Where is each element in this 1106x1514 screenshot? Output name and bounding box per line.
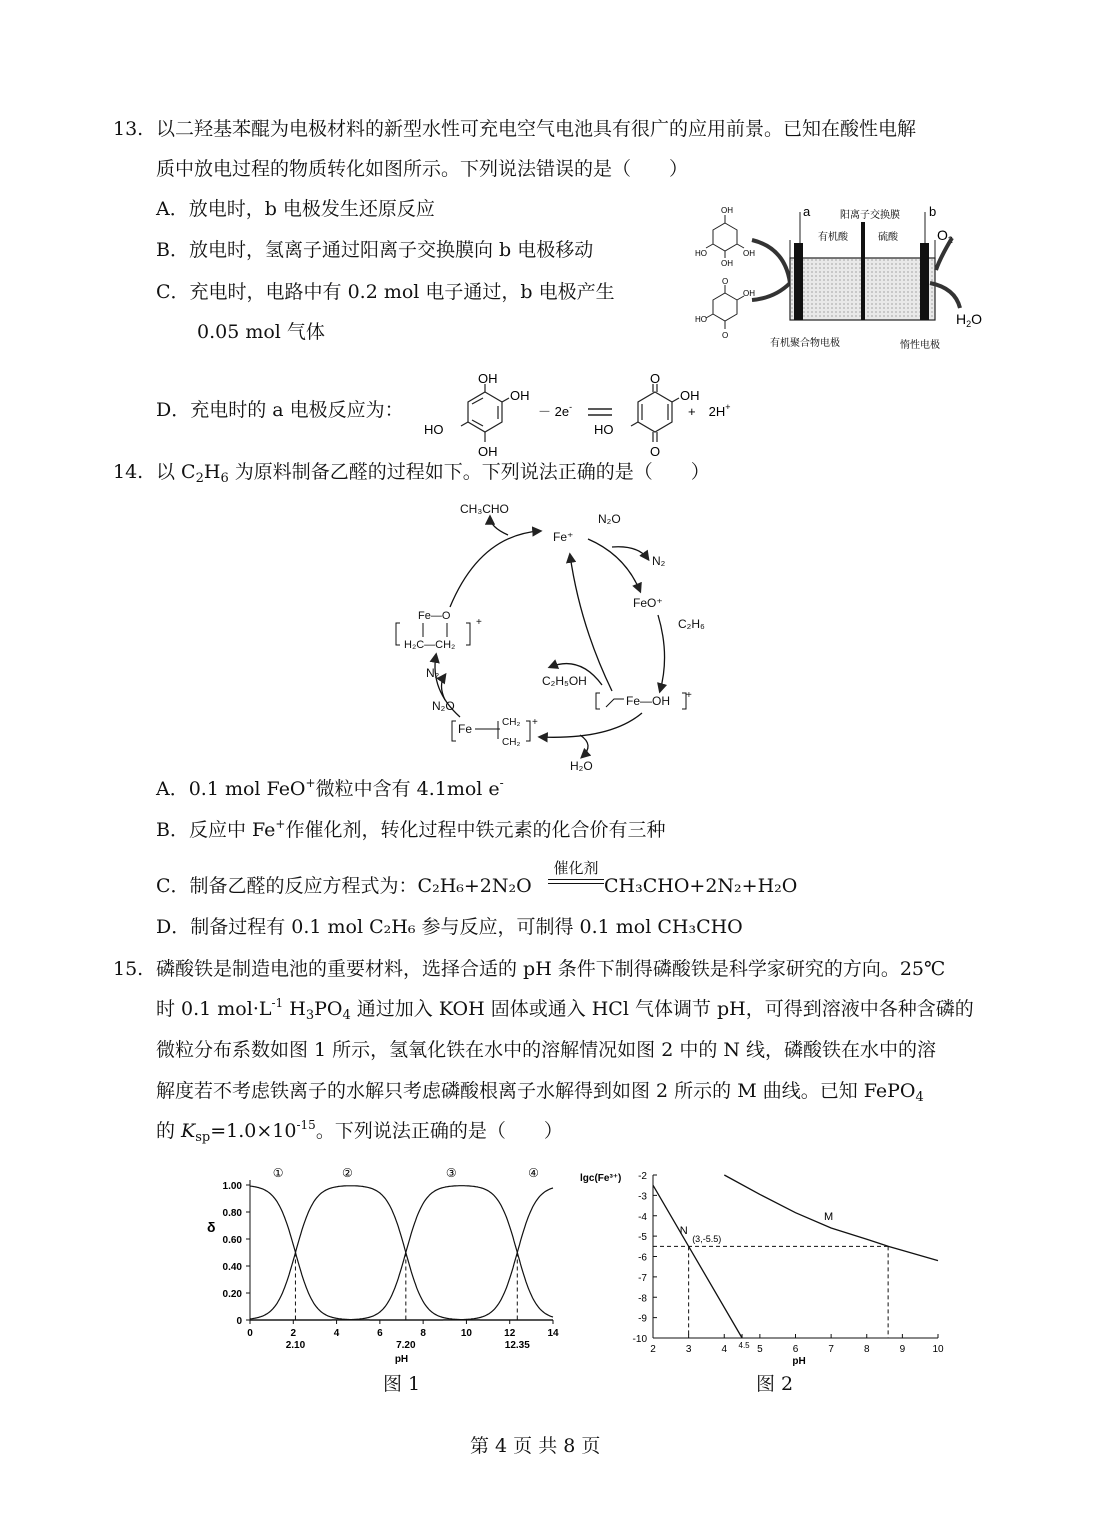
fig1-x-tick-label: 8: [420, 1328, 426, 1339]
dg-right-electrode-label: 惰性电极: [900, 340, 940, 351]
catalytic-cycle-diagram: [390, 495, 720, 780]
q13-d-equation: [420, 374, 740, 464]
fig1-x-tick-label: 10: [460, 1328, 472, 1339]
cy-c2h6: C₂H₆: [678, 617, 705, 631]
dg-oh-2: OH: [743, 249, 755, 258]
eq-o-top: O: [650, 374, 661, 386]
fig2-x-tick-label: 6: [792, 1344, 799, 1355]
fig2-x-tick-label: 10: [932, 1344, 944, 1355]
q13-option-b: B．放电时，氢离子通过阳离子交换膜向 b 电极移动: [156, 239, 594, 261]
fig2-x-tick-label: 4.5: [738, 1341, 750, 1350]
cy-ring-h2c-ch2: H₂C—CH₂: [404, 639, 456, 651]
fig2-y-tick-label: -3: [638, 1191, 647, 1203]
fig2-x-label: pH: [792, 1356, 806, 1367]
eq-oh-bottom: OH: [478, 444, 498, 459]
eq-minus-2e: － 2e-: [538, 402, 573, 419]
fig1-x-tick-label: 12: [504, 1328, 516, 1339]
cy-fe-ch2-plus: +: [532, 717, 538, 728]
dg-label-a: a: [803, 204, 811, 219]
q14-option-c-rhs: CH₃CHO+2N₂+H₂O: [604, 875, 798, 897]
fig1-y-tick-label: 0.80: [222, 1208, 242, 1219]
fig1-x-tick-label: 6: [377, 1328, 383, 1339]
fig1-y-tick-label: 0: [236, 1316, 242, 1327]
q13-number: 13.: [113, 118, 144, 140]
q14-option-d: D．制备过程有 0.1 mol C₂H₆ 参与反应，可制得 0.1 mol CH₃CHO: [156, 916, 743, 938]
fig1-crossing-label: 2.10: [285, 1340, 306, 1351]
catalyst-label: 催化剂: [553, 859, 599, 877]
q13-option-d: D．充电时的 a 电极反应为：: [156, 399, 404, 421]
cy-ring-plus: +: [476, 617, 482, 628]
dg-oh-4: OH: [743, 289, 755, 298]
eq-oh-top: OH: [478, 374, 498, 386]
cation-exchange-membrane: [861, 222, 865, 320]
fig1-x-tick-label: 14: [547, 1328, 559, 1339]
dg-o-1: O: [722, 277, 729, 286]
q15-stem-line1: 磷酸铁是制造电池的重要材料，选择合适的 pH 条件下制得磷酸铁是科学家研究的方向。25℃: [156, 958, 946, 980]
cy-ch2-bot: CH₂: [502, 737, 521, 748]
dg-membrane-label: 阳离子交换膜: [840, 210, 900, 221]
fig2-x-tick-label: 7: [828, 1344, 834, 1355]
left-arrow-icon: [752, 240, 790, 283]
cy-arrow-h2o-out: [580, 735, 588, 757]
cy-feo-plus: FeO⁺: [633, 596, 663, 610]
dg-h2o-label: $H_2O$: [956, 311, 983, 329]
q13-stem-line2: 质中放电过程的物质转化如图所示。下列说法错误的是（ ）: [156, 158, 689, 180]
q13-option-a: A．放电时，b 电极发生还原反应: [156, 198, 435, 220]
q14-number: 14.: [113, 461, 144, 483]
q14-option-b: B．反应中 Fe+作催化剂，转化过程中铁元素的化合价有三种: [156, 817, 666, 841]
fig1-x-tick-label: 4: [333, 1328, 340, 1339]
fig2-series-label-M: M: [824, 1210, 834, 1223]
fig2-y-tick-label: -2: [638, 1171, 647, 1182]
cy-n2o-left: N₂O: [432, 699, 455, 713]
fig2-y-tick-label: -8: [638, 1293, 647, 1305]
fig2-x-tick-label: 5: [757, 1344, 763, 1355]
q13-stem-line1: 以二羟基苯醌为电极材料的新型水性可充电空气电池具有很广的应用前景。已知在酸性电解: [156, 118, 917, 140]
dg-o-2: O: [722, 331, 729, 340]
dg-label-b: b: [929, 204, 937, 219]
q14-catalyst-arrow: [548, 860, 604, 884]
cy-ch3cho: CH₃CHO: [460, 502, 509, 516]
fig1-y-tick-label: 0.40: [222, 1262, 242, 1273]
fig1-caption: 图 1: [383, 1373, 421, 1395]
cy-n2-left: N₂: [426, 666, 440, 680]
q14-stem: 以 $C_2H_6$ 为原料制备乙醛的过程如下。下列说法正确的是（ ）: [156, 461, 710, 486]
cy-c2h5oh: C₂H₅OH: [542, 674, 587, 688]
eq-ho-left: HO: [424, 422, 444, 437]
fig1-crossing-label: 12.35: [504, 1340, 530, 1351]
quinone-structure-icon: [706, 285, 744, 329]
q15-stem-line2: 时 0.1 $mol\cdot L^{-1}$ $H_3PO_4$ 通过加入 KOH 固体或通入 HCl 气体调节 pH，可得到溶液中各种含磷的: [156, 996, 974, 1023]
fig1-series-label-2: ②: [342, 1166, 353, 1180]
cy-n2o-top: N₂O: [598, 512, 621, 526]
q13-option-c-cont: 0.05 mol 气体: [197, 321, 325, 343]
hydroquinone-structure-icon: [706, 215, 744, 258]
cy-n2-top: N₂: [652, 554, 666, 568]
q15-stem-line5: 的 $K_{sp}=1.0\times 10^{-15}$。下列说法正确的是（ ）: [156, 1118, 563, 1145]
cy-arrow-ring-to-fe: [450, 531, 540, 607]
fig2-y-tick-label: -6: [638, 1252, 647, 1264]
q15-number: 15.: [113, 958, 144, 980]
battery-diagram: [690, 198, 990, 358]
fig2-annotation: (3,-5.5): [692, 1234, 722, 1245]
cy-fe-plus: Fe⁺: [553, 530, 574, 544]
dg-ho-1: HO: [695, 249, 707, 258]
cy-h2o: H₂O: [570, 759, 593, 773]
fig1-x-tick-label: 0: [247, 1328, 253, 1339]
fig2-x-tick-label: 8: [863, 1344, 870, 1355]
fig1-series-label-4: ④: [528, 1166, 539, 1180]
electrode-b: [920, 243, 929, 320]
q15-stem-line3: 微粒分布系数如图 1 所示，氢氧化铁在水中的溶解情况如图 2 中的 N 线，磷酸铁在水中的溶: [156, 1039, 937, 1061]
cy-fe-oh: Fe—OH: [626, 694, 671, 708]
dg-sulfuric-acid-label: 硫酸: [878, 232, 898, 243]
eq-plus-2h: + 2H+: [688, 402, 731, 419]
cy-arrow-feoh-to-fe: [570, 555, 612, 691]
electrode-a: [794, 243, 803, 320]
cy-arrow-ch3cho-out: [490, 517, 508, 535]
fig2-y-tick-label: -4: [638, 1211, 647, 1223]
fig2-y-tick-label: -9: [638, 1313, 647, 1325]
cy-ch2-top: CH₂: [502, 717, 521, 728]
fig2-caption: 图 2: [756, 1373, 794, 1395]
fig1-series-label-3: ③: [445, 1166, 457, 1180]
fig1-crossing-label: 7.20: [396, 1340, 416, 1351]
fig1-y-tick-label: 0.60: [222, 1235, 242, 1246]
q13-option-c: C．充电时，电路中有 0.2 mol 电子通过，b 电极产生: [156, 281, 615, 303]
dg-oh-3: OH: [721, 259, 733, 268]
fig2-solubility-chart: [578, 1160, 958, 1375]
dg-organic-acid-label: 有机酸: [818, 232, 848, 243]
cy-fe-oh-plus: +: [686, 690, 692, 701]
fig2-y-tick-label: -5: [638, 1232, 647, 1244]
cy-arrow-feo-to-feoh: [658, 615, 665, 691]
cy-ring-fe-o: Fe—O: [418, 610, 451, 622]
fig1-x-tick-label: 2: [290, 1328, 297, 1339]
fig2-x-tick-label: 3: [685, 1344, 692, 1355]
quinone-eq-icon: [631, 384, 679, 442]
eq-oh-right2: OH: [680, 388, 700, 403]
dg-o2-label: $O_2$: [937, 227, 953, 245]
q14-option-c: C．制备乙醛的反应方程式为：C₂H₆+2N₂O: [156, 875, 532, 897]
eq-oh-right: OH: [510, 388, 530, 403]
dg-left-electrode-label: 有机聚合物电极: [770, 338, 840, 349]
fig2-y-tick-label: -7: [638, 1272, 647, 1284]
fig1-y-tick-label: 0.20: [222, 1289, 242, 1300]
cy-fe-ch2-fe: Fe: [458, 722, 473, 736]
fig2-x-tick-label: 9: [899, 1344, 906, 1355]
q15-stem-line4: 解度若不考虑铁离子的水解只考虑磷酸根离子水解得到如图 2 所示的 M 曲线。已知 FePO$_4$: [156, 1080, 924, 1105]
fig2-y-tick-label: -10: [632, 1334, 647, 1345]
cy-arrow-feoh-to-fech2: [540, 713, 642, 737]
fig1-y-label: δ: [207, 1219, 216, 1235]
fig1-distribution-chart: [195, 1160, 570, 1375]
eq-ho-left2: HO: [594, 422, 614, 437]
eq-o-bottom: O: [650, 444, 661, 459]
fig2-series-label-N: N: [679, 1225, 688, 1238]
page-footer: 第 4 页 共 8 页: [470, 1435, 601, 1457]
fig2-y-label: lgc(Fe³⁺): [580, 1173, 622, 1184]
fig2-x-tick-label: 4: [721, 1344, 728, 1355]
fig2-x-tick-label: 2: [650, 1344, 656, 1355]
fig1-series-label-1: ①: [272, 1166, 284, 1180]
cy-arrow-n2-left-out: [442, 675, 446, 700]
fig2-series-N: [653, 1185, 742, 1338]
fig1-y-tick-label: 1.00: [222, 1181, 242, 1192]
dg-ho-2: HO: [695, 315, 707, 324]
dg-oh-1: OH: [721, 206, 733, 215]
hydroquinone-eq-icon: [461, 384, 509, 442]
fig1-x-label: pH: [394, 1354, 409, 1365]
q14-option-a: A．0.1 mol FeO+微粒中含有 4.1mol e-: [156, 776, 504, 800]
